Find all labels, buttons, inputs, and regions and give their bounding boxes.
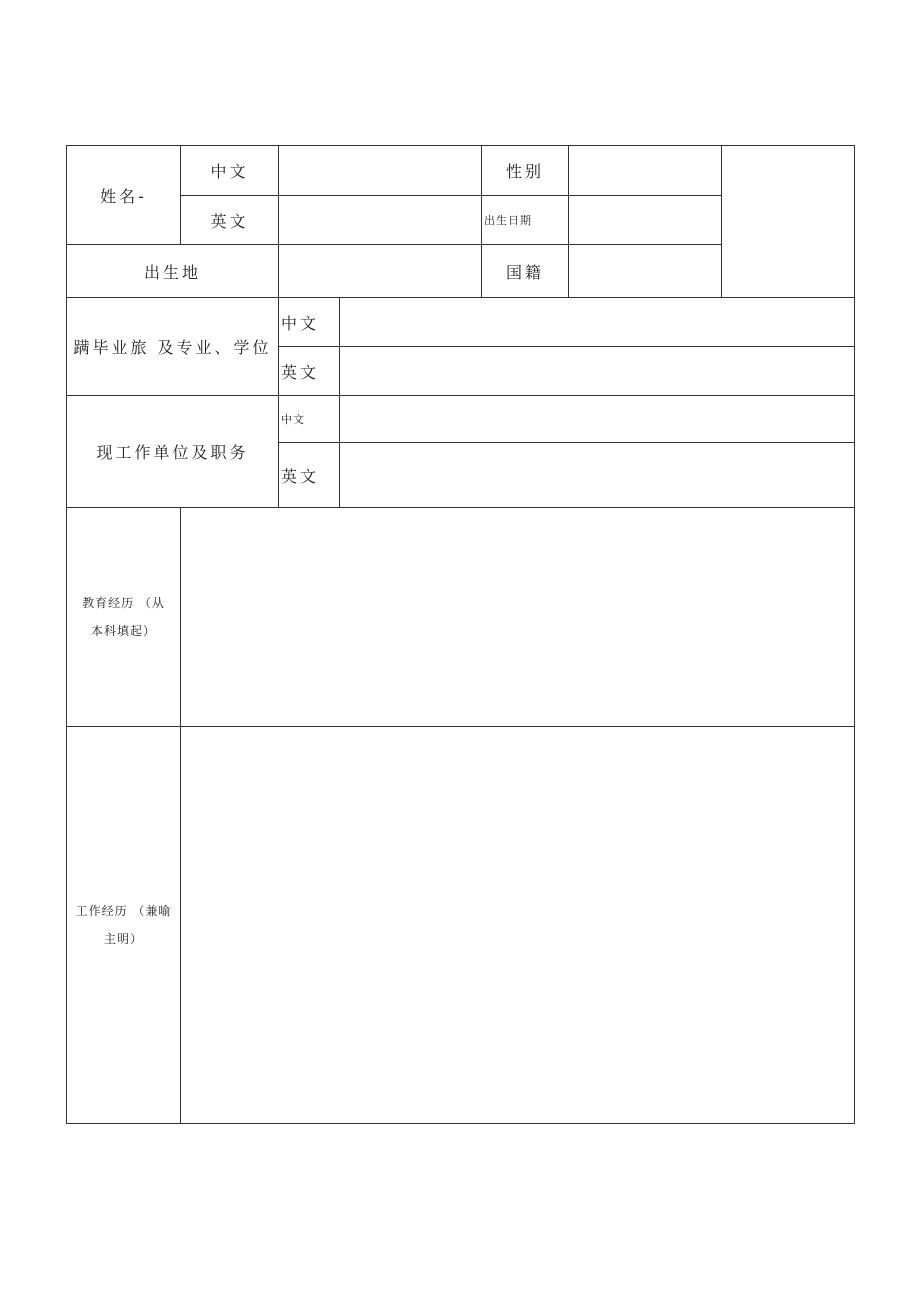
education-label-line1: 教育经历 （从 <box>82 596 165 610</box>
photo-box[interactable] <box>722 146 855 298</box>
name-english-label: 英文 <box>181 196 279 245</box>
birth-date-field[interactable] <box>569 196 722 245</box>
workplace-english-label: 英文 <box>279 443 340 508</box>
name-chinese-field[interactable] <box>279 146 482 196</box>
workplace-position-label: 现工作单位及职务 <box>67 396 279 508</box>
work-label-line2: 主明） <box>103 932 143 946</box>
workplace-english-field[interactable] <box>340 443 855 508</box>
workplace-chinese-label: 中文 <box>279 396 340 443</box>
nationality-field[interactable] <box>569 245 722 298</box>
gender-label: 性别 <box>482 146 569 196</box>
education-history-field[interactable] <box>181 508 855 727</box>
nationality-label: 国籍 <box>482 245 569 298</box>
school-chinese-label: 中文 <box>279 298 340 347</box>
name-label: 姓名- <box>67 146 181 245</box>
school-major-degree-label: 蹒毕业旅 及专业、学位 <box>67 298 279 396</box>
school-english-field[interactable] <box>340 347 855 396</box>
name-english-field[interactable] <box>279 196 482 245</box>
education-label-line2: 本科填起） <box>90 624 156 638</box>
school-chinese-field[interactable] <box>340 298 855 347</box>
gender-field[interactable] <box>569 146 722 196</box>
name-chinese-label: 中文 <box>181 146 279 196</box>
workplace-chinese-field[interactable] <box>340 396 855 443</box>
birth-date-label: 出生日期 <box>482 196 569 245</box>
work-history-label <box>67 727 181 1124</box>
birthplace-label: 出生地 <box>67 245 279 298</box>
work-history-field[interactable] <box>181 727 855 1124</box>
school-english-label: 英文 <box>279 347 340 396</box>
work-label-line1: 工作经历 （兼喻 <box>75 904 172 918</box>
birthplace-field[interactable] <box>279 245 482 298</box>
education-history-label <box>67 508 181 727</box>
application-form <box>66 145 855 1124</box>
